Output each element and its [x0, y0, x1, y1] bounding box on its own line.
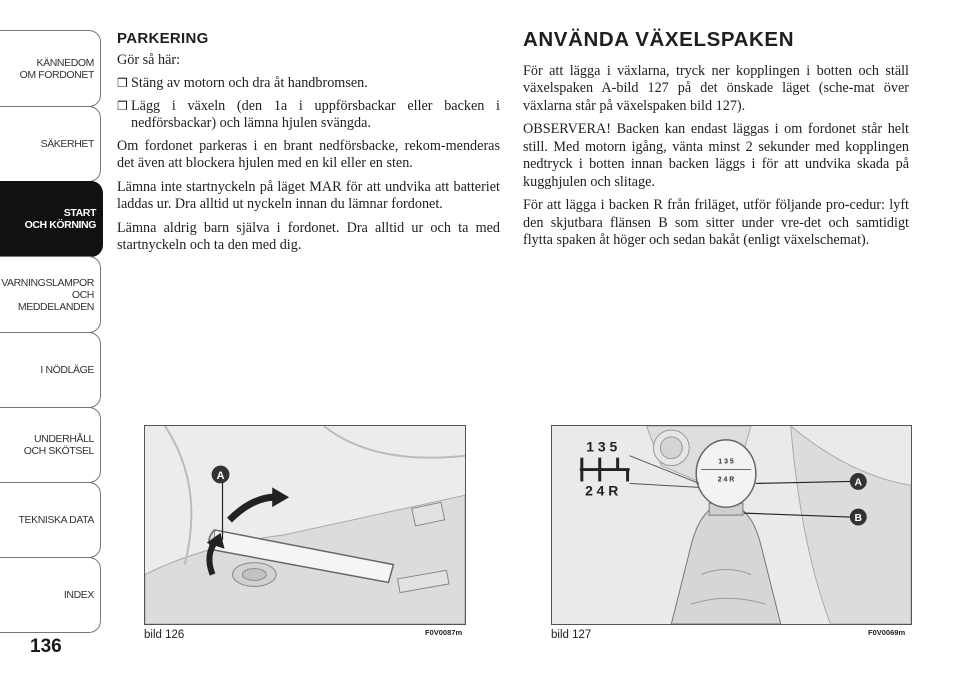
section-heading: ANVÄNDA VÄXELSPAKEN [523, 28, 795, 51]
label-a-marker: A [216, 469, 225, 482]
tab-kannedom[interactable] [0, 30, 101, 107]
tab-tekniska-data[interactable] [0, 482, 101, 558]
figure-code: F0V0087m [425, 628, 463, 637]
tab-i-nodlage[interactable] [0, 332, 101, 408]
tab-label: INDEX [63, 589, 94, 601]
tab-sakerhet[interactable] [0, 106, 101, 182]
figure-caption: bild 126 [144, 629, 185, 641]
checkbox-bullet-icon: ❒ [117, 76, 128, 90]
gear-lever-section [523, 30, 909, 256]
intro-text: Gör så här: [117, 51, 181, 68]
paragraph: Lämna aldrig barn själva i fordonet. Dra alltid ur och ta med startnyckeln och ta den med dig. [117, 219, 500, 253]
tab-index[interactable] [0, 557, 101, 633]
tab-varningslampor[interactable] [0, 256, 101, 333]
gear-lever-illustration [551, 425, 912, 625]
list-item [117, 98, 500, 133]
checkbox-bullet-icon: ❒ [117, 98, 128, 113]
tab-label: TEKNISKA DATA [18, 514, 94, 526]
gear-pattern-top: 1 3 5 [586, 438, 618, 455]
knob-top-label: 1 3 5 [718, 458, 734, 466]
knob-bottom-label: 2 4 R [717, 476, 735, 484]
paragraph: Lämna inte startnyckeln på läget MAR för att undvika att batteriet laddas ur. Dra alltid ut nyckeln innan du lämnar fordonet. [117, 178, 500, 212]
handbrake-illustration [144, 425, 466, 625]
bullet-text: Stäng av motorn och dra åt handbromsen. [131, 75, 368, 91]
tab-label: UNDERHÅLL OCH SKÖTSEL [23, 433, 94, 457]
tab-label: KÄNNEDOM OM FORDONET [19, 56, 94, 81]
figure-caption: bild 127 [551, 629, 592, 641]
paragraph: För att lägga i växlarna, tryck ner kopplingen i botten och ställ växelspaken A-bild 127 på det önskade läget (sche-mat över växlarna står på växelspaken bild 127). [523, 62, 909, 114]
tab-label: VARNINGSLAMPOR OCH MEDDELANDEN [1, 276, 94, 313]
bullet-text: Lägg i växeln (den 1a i uppförsbackar eller backen i nedförsbackar) och lämna hjulen svängda. [131, 97, 500, 131]
label-b-marker: B [854, 513, 863, 525]
figure-code: F0V0069m [868, 628, 906, 637]
paragraph: För att lägga i backen R från friläget, utför följande pro-cedur: lyft den skjutbara flänsen B som sitter under vre-det och samtidigt flytta spaken åt höger och sedan bakåt (enligt växelschemat). [523, 197, 909, 248]
paragraph: OBSERVERA! Backen kan endast läggas i om fordonet står helt still. Med motorn igång, vänta minst 2 sekunder med kopplingen nedtryck i botten innan backen läggs i för att undvika skada på kugghjulen och slitage. [523, 121, 909, 190]
tab-underhall[interactable] [0, 407, 101, 483]
list-item [117, 75, 500, 93]
section-heading: PARKERING [117, 30, 209, 47]
tab-label: START OCH KÖRNING [24, 207, 96, 231]
paragraph: Om fordonet parkeras i en brant nedförsbacke, rekom-menderas det även att blockera hjulen med en kil eller en sten. [117, 137, 500, 171]
tab-label: SÄKERHET [40, 138, 94, 150]
page-number: 136 [30, 636, 62, 657]
gear-pattern-bottom: 2 4 R [585, 482, 619, 499]
tab-start-och-korning[interactable] [0, 181, 103, 257]
label-a-marker: A [854, 477, 863, 489]
parking-section [117, 30, 500, 261]
tab-label: I NÖDLÄGE [40, 364, 94, 376]
